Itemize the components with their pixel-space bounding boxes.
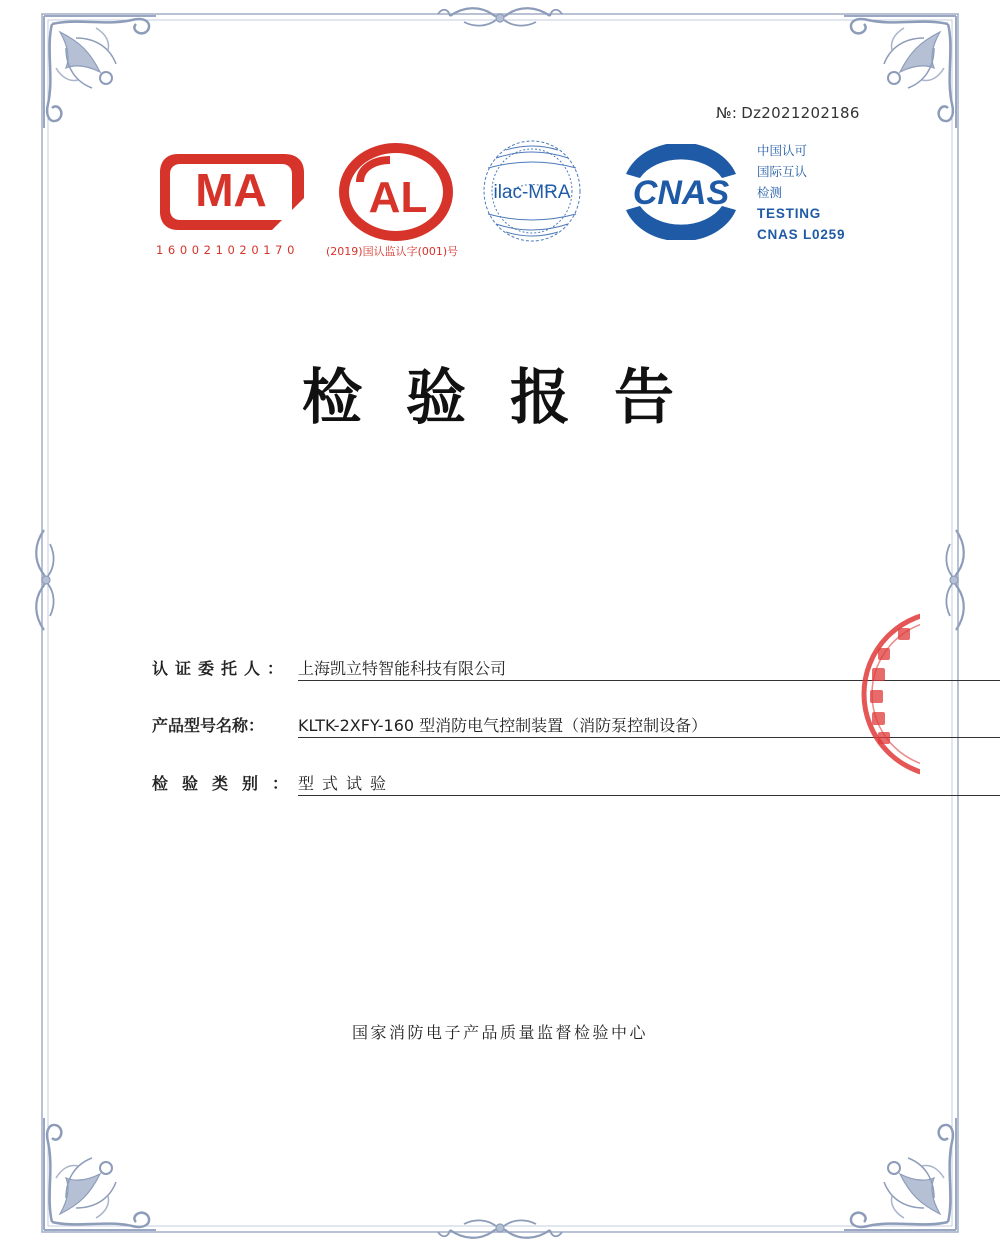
- field-test-type-value: 型式试验: [298, 774, 395, 793]
- report-number-label: №:: [716, 104, 738, 122]
- ilac-mra-logo: [480, 138, 584, 244]
- cnas-line-4: TESTING: [757, 206, 822, 221]
- ilac-logo-text: ilac-MRA: [493, 182, 571, 203]
- field-test-type-underline: [298, 795, 1000, 796]
- cal-code: (2019)国认监认字(001)号: [326, 245, 459, 258]
- report-number-value: Dz2021202186: [741, 104, 860, 122]
- cnas-accreditation-text: [757, 140, 845, 245]
- cnas-logo-text: CNAS: [632, 174, 730, 212]
- field-test-type-label: 检验类别：: [152, 774, 303, 793]
- document-title: 检验报告: [302, 363, 718, 433]
- cnas-logo: [614, 144, 748, 240]
- cnas-line-3: 检测: [757, 185, 783, 200]
- issuing-organization: 国家消防电子产品质量监督检验中心: [351, 1023, 648, 1042]
- cma-logo-text: MA: [195, 164, 267, 216]
- cal-logo: [338, 142, 454, 242]
- cnas-line-1: 中国认可: [757, 143, 808, 158]
- field-product-label: 产品型号名称：: [152, 716, 265, 735]
- official-seal: [858, 608, 920, 780]
- cnas-line-5: CNAS L0259: [757, 227, 846, 242]
- field-product-value: KLTK-2XFY-160 型消防电气控制装置（消防泵控制设备）: [298, 716, 708, 735]
- report-number: [716, 104, 860, 122]
- field-client-value: 上海凯立特智能科技有限公司: [298, 659, 507, 678]
- cnas-line-2: 国际互认: [757, 164, 808, 179]
- cal-logo-text: AL: [368, 173, 428, 222]
- cma-logo: [156, 150, 306, 234]
- cma-code: 160021020170: [156, 243, 299, 257]
- field-client-label: 认证委托人：: [152, 659, 291, 678]
